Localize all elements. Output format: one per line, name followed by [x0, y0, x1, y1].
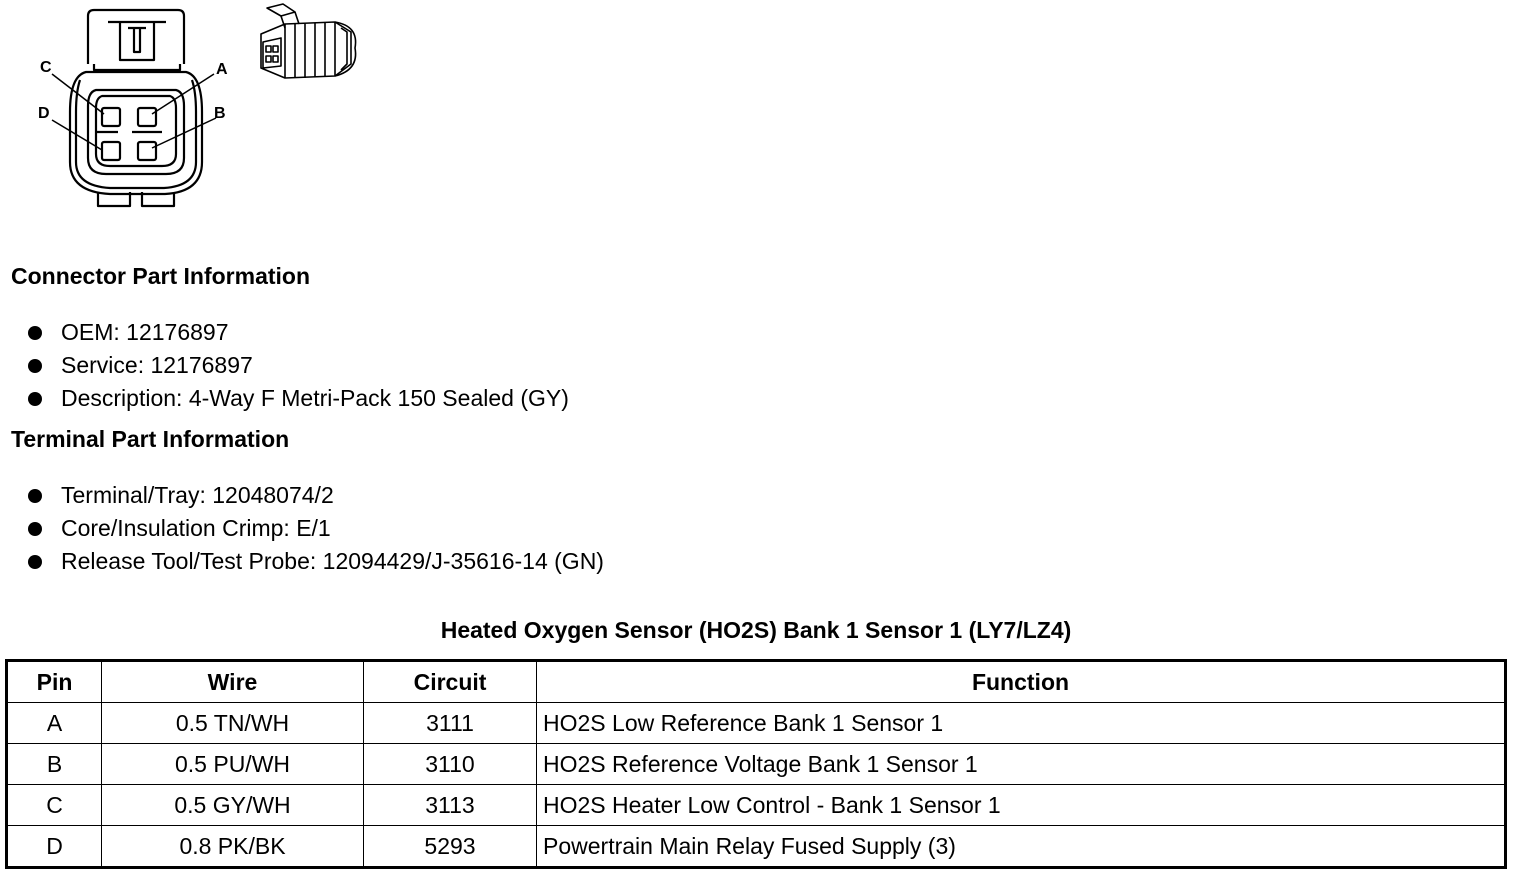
function-cell: HO2S Low Reference Bank 1 Sensor 1 — [537, 703, 1506, 744]
connector-face-diagram — [30, 2, 250, 217]
pin-cell: A — [7, 703, 102, 744]
column-header-function: Function — [537, 661, 1506, 703]
table-row — [7, 744, 1506, 785]
terminal-part-information-heading: Terminal Part Information — [11, 426, 290, 452]
bullet-icon — [28, 326, 42, 340]
bullet-icon — [28, 359, 42, 373]
pin-cell: C — [7, 785, 102, 826]
function-cell: HO2S Reference Voltage Bank 1 Sensor 1 — [537, 744, 1506, 785]
wire-cell: 0.5 TN/WH — [102, 703, 364, 744]
wire-cell: 0.8 PK/BK — [102, 826, 364, 868]
wire-cell: 0.5 PU/WH — [102, 744, 364, 785]
list-item — [28, 512, 604, 545]
table-row — [7, 785, 1506, 826]
circuit-cell: 5293 — [364, 826, 537, 868]
list-item — [28, 349, 569, 382]
table-header-row — [7, 661, 1506, 703]
column-header-wire: Wire — [102, 661, 364, 703]
list-item — [28, 382, 569, 415]
circuit-cell: 3113 — [364, 785, 537, 826]
list-item-text: Service: 12176897 — [61, 352, 253, 378]
circuit-cell: 3110 — [364, 744, 537, 785]
bullet-icon — [28, 555, 42, 569]
pin-label-c: C — [40, 59, 52, 76]
pin-cell: B — [7, 744, 102, 785]
list-item-text: Terminal/Tray: 12048074/2 — [61, 482, 334, 508]
table-row — [7, 826, 1506, 868]
connector-part-information-heading: Connector Part Information — [11, 263, 311, 289]
list-item-text: Release Tool/Test Probe: 12094429/J-35616-14 (GN) — [61, 548, 604, 574]
bullet-icon — [28, 392, 42, 406]
column-header-circuit: Circuit — [364, 661, 537, 703]
list-item-text: Core/Insulation Crimp: E/1 — [61, 515, 331, 541]
bullet-icon — [28, 522, 42, 536]
function-cell: HO2S Heater Low Control - Bank 1 Sensor 1 — [537, 785, 1506, 826]
list-item — [28, 545, 604, 578]
list-item — [28, 316, 569, 349]
pin-cell: D — [7, 826, 102, 868]
pin-label-a: A — [216, 61, 228, 78]
pin-table-title: Heated Oxygen Sensor (HO2S) Bank 1 Sensor 1 (LY7/LZ4) — [440, 617, 1072, 643]
pin-table — [5, 659, 1507, 869]
connector-part-information-list — [28, 316, 569, 415]
function-cell: Powertrain Main Relay Fused Supply (3) — [537, 826, 1506, 868]
list-item-text: Description: 4-Way F Metri-Pack 150 Sealed (GY) — [61, 385, 569, 411]
pin-label-b: B — [214, 105, 226, 122]
table-row — [7, 703, 1506, 744]
list-item — [28, 479, 604, 512]
pin-label-d: D — [38, 105, 50, 122]
terminal-part-information-list — [28, 479, 604, 578]
bullet-icon — [28, 489, 42, 503]
circuit-cell: 3111 — [364, 703, 537, 744]
wire-cell: 0.5 GY/WH — [102, 785, 364, 826]
column-header-pin: Pin — [7, 661, 102, 703]
list-item-text: OEM: 12176897 — [61, 319, 229, 345]
connector-3d-illustration — [255, 2, 365, 82]
